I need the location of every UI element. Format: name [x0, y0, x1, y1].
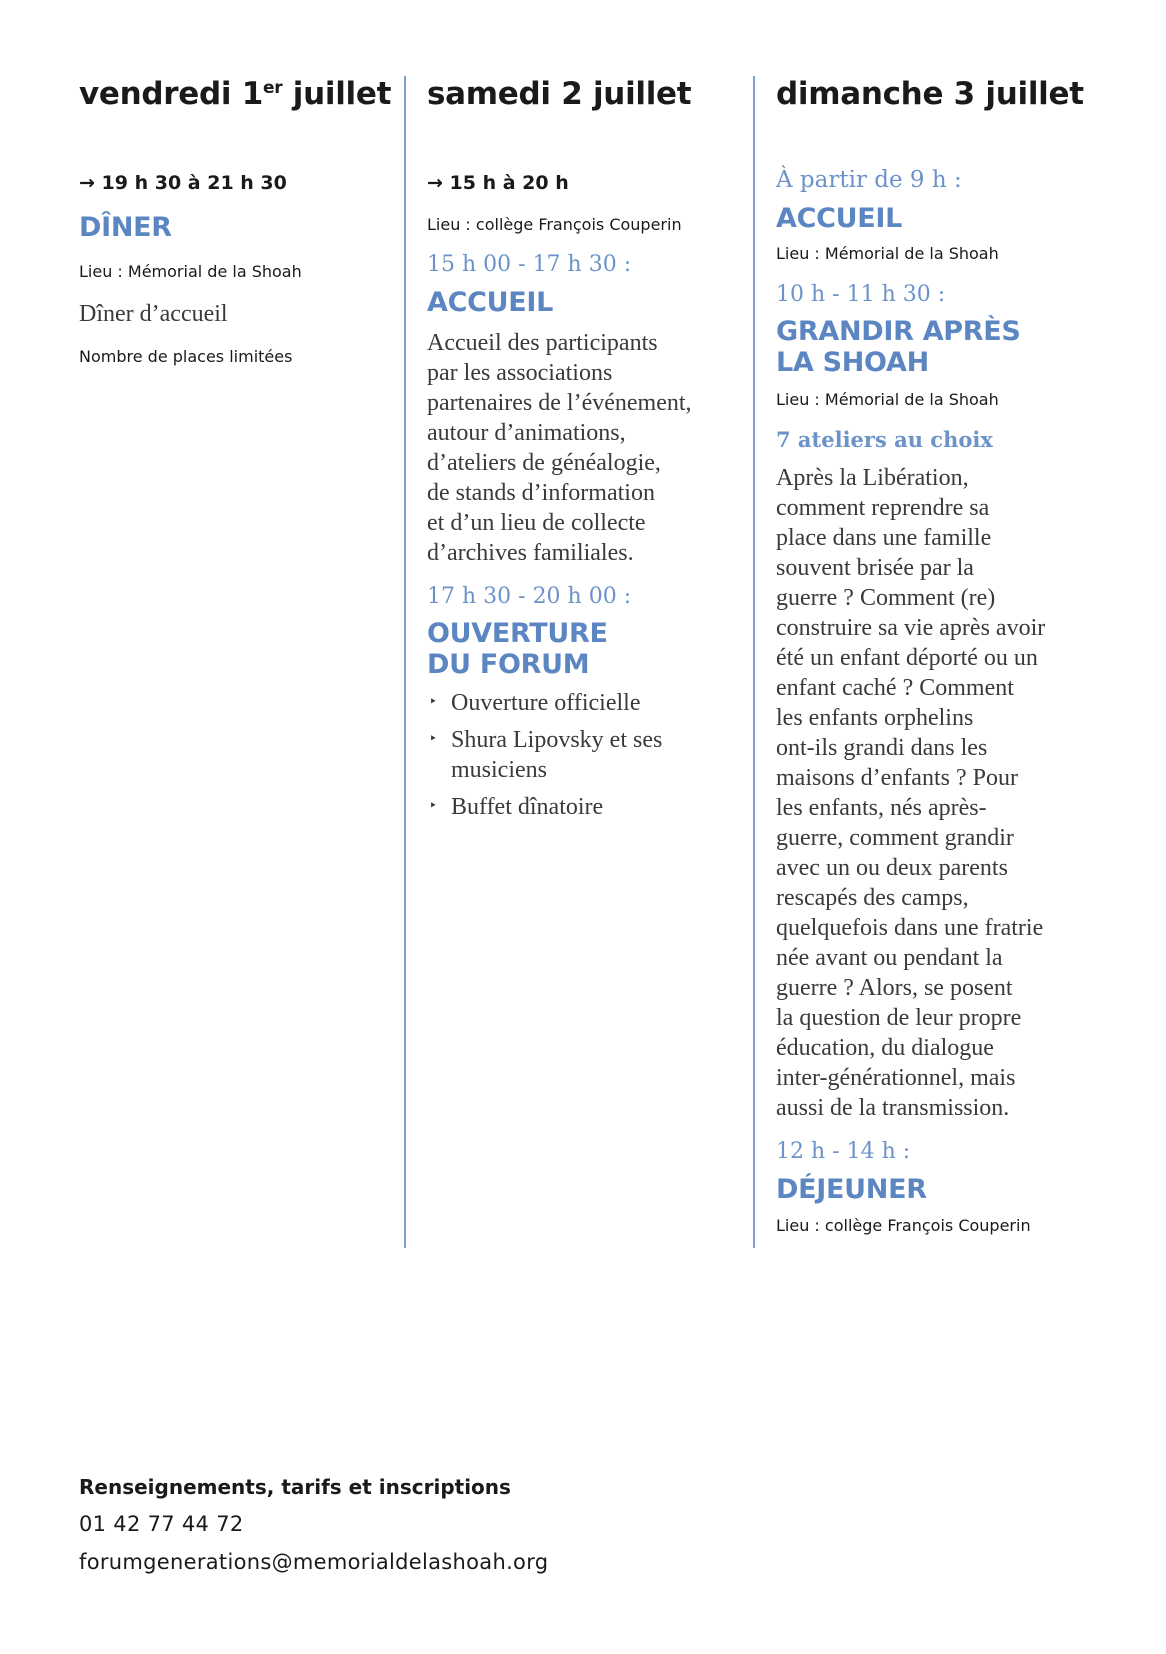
session-description: [427, 328, 757, 568]
text-line: la question de leur propre: [776, 1005, 1022, 1031]
text-line: et d’un lieu de collecte: [427, 510, 646, 536]
title-line: GRANDIR APRÈS: [776, 316, 1021, 347]
time-range: → 15 h à 20 h: [427, 172, 569, 194]
title-line: LA SHOAH: [776, 347, 929, 378]
session-time: 12 h - 14 h :: [776, 1139, 911, 1164]
text-line: partenaires de l’événement,: [427, 390, 692, 416]
text-line: Après la Libération,: [776, 465, 969, 491]
event-description: Dîner d’accueil: [79, 301, 228, 327]
session-title: ACCUEIL: [427, 287, 554, 318]
event-location: Lieu : Mémorial de la Shoah: [79, 262, 302, 281]
session-time: 10 h - 11 h 30 :: [776, 282, 946, 307]
text-line: guerre ? Comment (re): [776, 585, 996, 611]
session-description: [776, 463, 1116, 1123]
session-bullet-list: [427, 688, 747, 829]
text-line: comment reprendre sa: [776, 495, 990, 521]
arrow-right-icon: →: [427, 172, 443, 194]
text-line: quelquefois dans une fratrie: [776, 915, 1044, 941]
column-divider: [753, 76, 755, 1248]
event-location: Lieu : collège François Couperin: [427, 215, 682, 234]
event-location: Lieu : collège François Couperin: [776, 1216, 1031, 1235]
title-line: OUVERTURE: [427, 618, 608, 649]
text-line: avec un ou deux parents: [776, 855, 1008, 881]
text-line: guerre, comment grandir: [776, 825, 1014, 851]
day-heading-sunday: dimanche 3 juillet: [776, 76, 1084, 112]
text-line: inter-générationnel, mais: [776, 1065, 1016, 1091]
session-title: ACCUEIL: [776, 203, 903, 234]
text-line: aussi de la transmission.: [776, 1095, 1010, 1121]
event-location: Lieu : Mémorial de la Shoah: [776, 390, 999, 409]
session-title: [776, 316, 1021, 378]
time-range: → 19 h 30 à 21 h 30: [79, 172, 287, 194]
text-line: de stands d’information: [427, 480, 655, 506]
session-subtitle: 7 ateliers au choix: [776, 427, 993, 452]
event-location: Lieu : Mémorial de la Shoah: [776, 244, 999, 263]
day-heading-friday: vendredi 1er juillet: [79, 76, 392, 112]
list-item: ‣ Buffet dînatoire: [429, 794, 604, 820]
contact-email[interactable]: forumgenerations@memorialdelashoah.org: [79, 1550, 549, 1574]
column-divider: [404, 76, 406, 1248]
text-line: d’ateliers de généalogie,: [427, 450, 661, 476]
session-title: DÉJEUNER: [776, 1174, 927, 1205]
text-line: les enfants, nés après-: [776, 795, 987, 821]
text-line: par les associations: [427, 360, 613, 386]
text-line: éducation, du dialogue: [776, 1035, 994, 1061]
day-heading-saturday: samedi 2 juillet: [427, 76, 692, 112]
title-line: DU FORUM: [427, 649, 590, 680]
session-time: 15 h 00 - 17 h 30 :: [427, 252, 632, 277]
event-note: Nombre de places limitées: [79, 347, 293, 366]
arrow-right-icon: →: [79, 172, 95, 194]
text-line: enfant caché ? Comment: [776, 675, 1014, 701]
list-item: ‣ Ouverture officielle: [429, 690, 641, 716]
bullet-icon: ‣: [429, 799, 438, 814]
bullet-icon: ‣: [429, 732, 438, 747]
bullet-icon: ‣: [429, 695, 438, 710]
contact-heading: Renseignements, tarifs et inscriptions: [79, 1475, 511, 1499]
text-line: rescapés des camps,: [776, 885, 969, 911]
text-line: d’archives familiales.: [427, 540, 634, 566]
session-time: À partir de 9 h :: [776, 167, 962, 193]
text-line: les enfants orphelins: [776, 705, 974, 731]
text-line: été un enfant déporté ou un: [776, 645, 1038, 671]
text-line: construire sa vie après avoir: [776, 615, 1046, 641]
event-title: DÎNER: [79, 212, 172, 243]
text-line: guerre ? Alors, se posent: [776, 975, 1013, 1001]
contact-phone[interactable]: 01 42 77 44 72: [79, 1512, 244, 1536]
text-line: maisons d’enfants ? Pour: [776, 765, 1018, 791]
text-line: place dans une famille: [776, 525, 992, 551]
session-time: 17 h 30 - 20 h 00 :: [427, 584, 632, 609]
text-line: souvent brisée par la: [776, 555, 974, 581]
list-item: ‣ Shura Lipovsky et ses musiciens: [429, 727, 663, 783]
text-line: ont-ils grandi dans les: [776, 735, 988, 761]
text-line: née avant ou pendant la: [776, 945, 1003, 971]
session-title: [427, 618, 608, 680]
text-line: autour d’animations,: [427, 420, 626, 446]
text-line: Accueil des participants: [427, 330, 658, 356]
